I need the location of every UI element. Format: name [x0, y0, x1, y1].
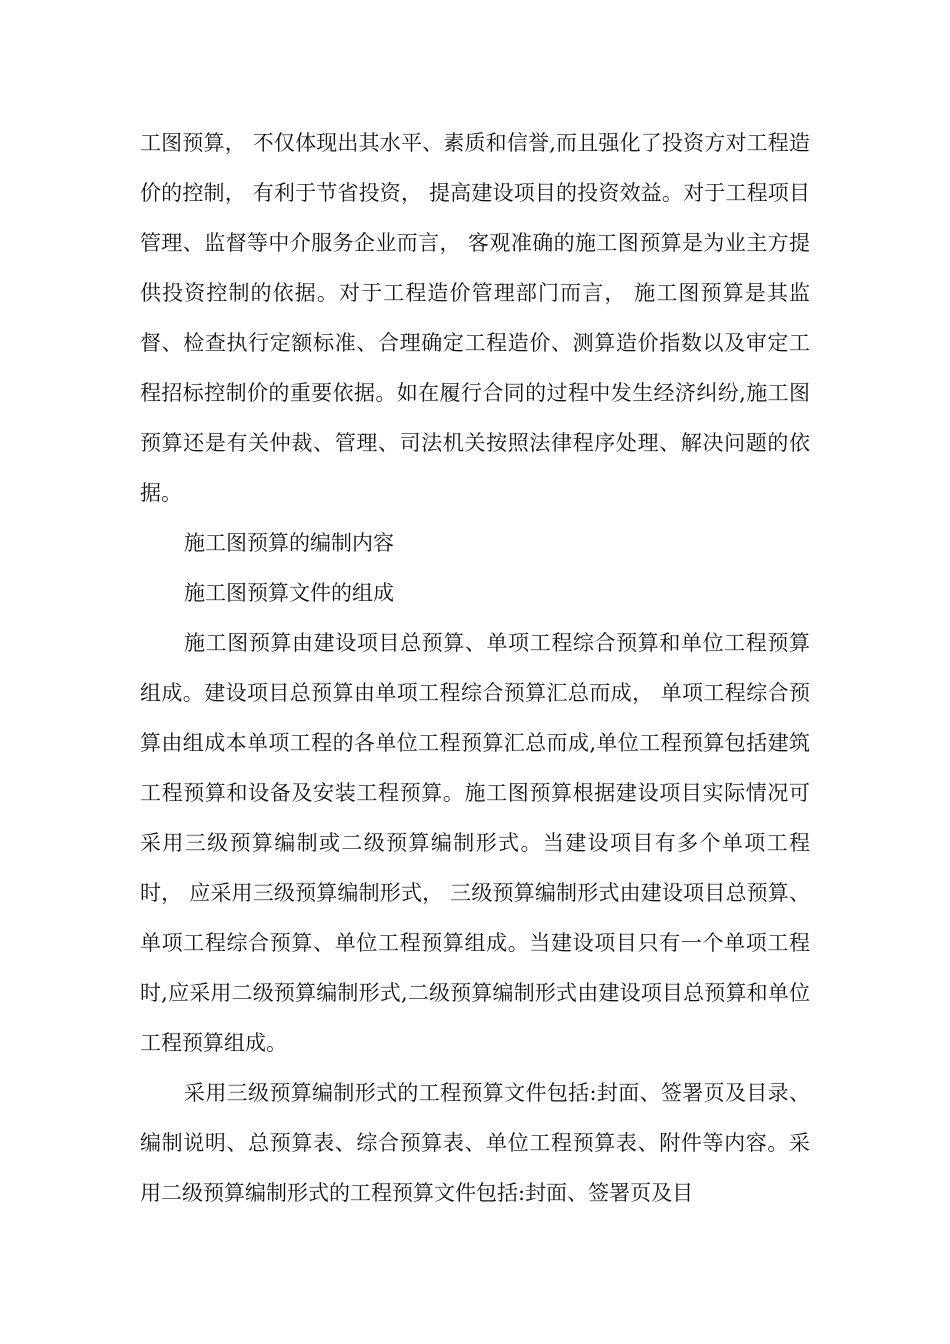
- paragraph-budget-composition: 施工图预算由建设项目总预算、单项工程综合预算和单位工程预算组成。建设项目总预算由单项工程综合预算汇总而成， 单项工程综合预算由组成本单项工程的各单位工程预算汇总而成,单位工程预算包括建筑工程预算和设备及安装工程预算。施工图预算根据建设项目实际情况可采用三级预算编制或二级预算编制形式。当建设项目有多个单项工程时， 应采用三级预算编制形式， 三级预算编制形式由建设项目总预算、单项工程综合预算、单位工程预算组成。当建设项目只有一个单项工程时,应采用二级预算编制形式,二级预算编制形式由建设项目总预算和单位工程预算组成。: [140, 631, 810, 1055]
- paragraph-continuation: 工图预算， 不仅体现出其水平、素质和信誉,而且强化了投资方对工程造价的控制， 有利于节省投资， 提高建设项目的投资效益。对于工程项目管理、监督等中介服务企业而言， 客观准确的施工图预算是为业主方提供投资控制的依据。对于工程造价管理部门而言， 施工图预算是其监督、检查执行定额标准、合理确定工程造价、测算造价指数以及审定工程招标控制价的重要依据。如在履行合同的过程中发生经济纠纷,施工图预算还是有关仲裁、管理、司法机关按照法律程序处理、解决问题的依据。: [140, 131, 810, 505]
- section-heading-compilation-content: 施工图预算的编制内容: [184, 531, 394, 555]
- document-body: [140, 118, 810, 1218]
- section-heading-file-composition: 施工图预算文件的组成: [184, 581, 394, 605]
- paragraph-budget-files: 采用三级预算编制形式的工程预算文件包括:封面、签署页及目录、编制说明、总预算表、综合预算表、单位工程预算表、附件等内容。采用二级预算编制形式的工程预算文件包括:封面、签署页及目: [140, 1081, 810, 1205]
